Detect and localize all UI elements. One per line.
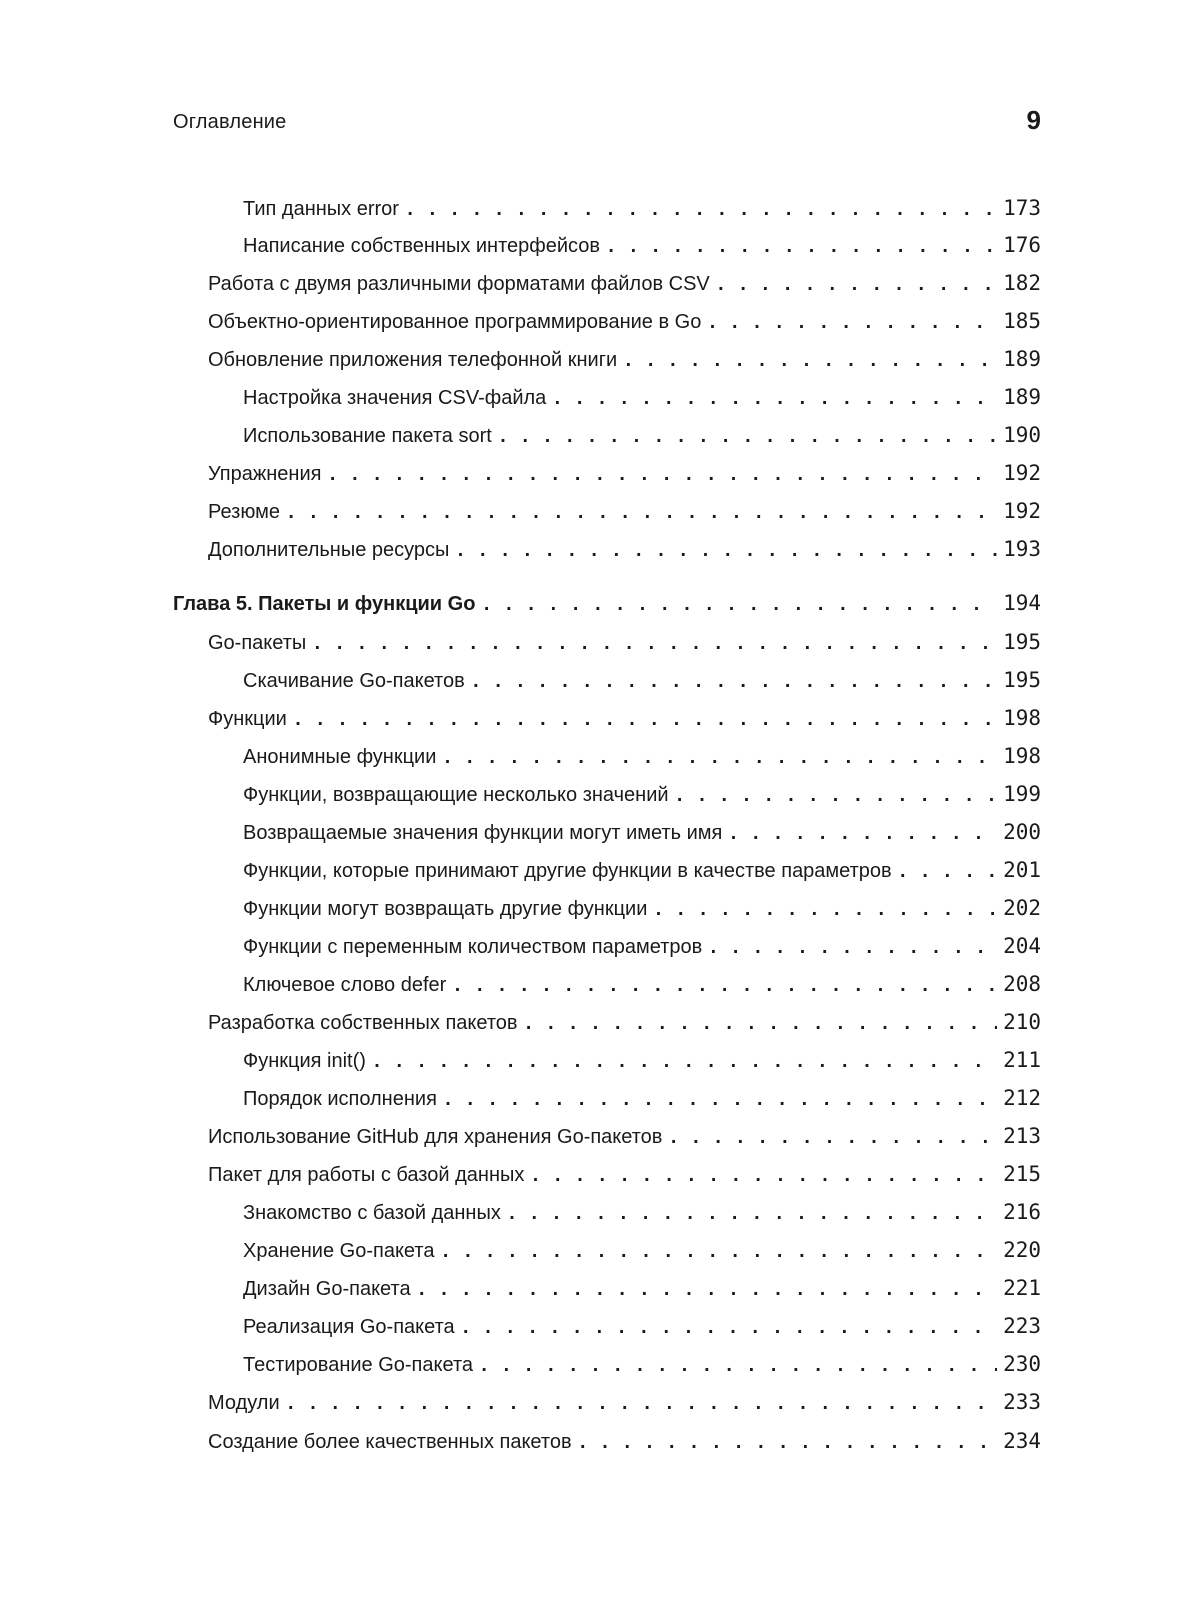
dot-leader — [728, 819, 997, 849]
toc-entry — [243, 1045, 1041, 1075]
toc-entry — [243, 969, 1041, 999]
toc-entry-title: Скачивание Go-пакетов — [243, 670, 465, 692]
toc-entry-page: 215 — [1003, 1162, 1041, 1186]
toc-entry-title: Дополнительные ресурсы — [208, 539, 450, 561]
toc-entry — [243, 1349, 1041, 1379]
toc-entry-title: Порядок исполнения — [243, 1088, 437, 1110]
toc-entry-page: 173 — [1003, 196, 1041, 220]
dot-leader — [552, 384, 997, 414]
toc-entry-page: 233 — [1003, 1390, 1041, 1414]
toc-entry-page: 200 — [1003, 820, 1041, 844]
toc-entry — [208, 1159, 1041, 1189]
toc-entry-title: Функции, которые принимают другие функции в качестве параметров — [243, 860, 892, 882]
toc-entry-title: Настройка значения CSV-файла — [243, 387, 547, 409]
dot-leader — [653, 895, 997, 925]
toc-entry-title: Создание более качественных пакетов — [208, 1431, 572, 1453]
dot-leader — [707, 308, 997, 338]
toc-entry — [243, 817, 1041, 847]
dot-leader — [524, 1009, 998, 1039]
toc-entry-page: 230 — [1003, 1352, 1041, 1376]
toc-entry-page: 221 — [1003, 1276, 1041, 1300]
toc-entry-title: Функции — [208, 708, 287, 730]
toc-entry-title: Упражнения — [208, 463, 322, 485]
toc-entry — [208, 703, 1041, 733]
dot-leader — [471, 667, 997, 697]
toc-entry-page: 213 — [1003, 1124, 1041, 1148]
dot-leader — [668, 1123, 997, 1153]
toc-entry-page: 189 — [1003, 385, 1041, 409]
toc-entry-page: 210 — [1003, 1010, 1041, 1034]
toc-entry-page: 198 — [1003, 744, 1041, 768]
toc-entry-title: Реализация Go-пакета — [243, 1316, 455, 1338]
dot-leader — [327, 460, 997, 490]
dot-leader — [716, 270, 997, 300]
toc-entry-page: 182 — [1003, 271, 1041, 295]
dot-leader — [286, 498, 997, 528]
dot-leader — [498, 422, 997, 452]
toc-entry-title: Анонимные функции — [243, 746, 437, 768]
toc-entry-page: 204 — [1003, 934, 1041, 958]
toc-entry-title: Глава 5. Пакеты и функции Go — [173, 593, 476, 615]
toc-entry — [208, 268, 1041, 298]
toc-entry — [208, 1387, 1041, 1417]
toc-entry — [208, 1121, 1041, 1151]
toc-entry-page: 193 — [1003, 537, 1041, 561]
toc-entry-page: 195 — [1003, 630, 1041, 654]
toc-entry — [208, 344, 1041, 374]
toc-entry-page: 194 — [1003, 591, 1041, 615]
dot-leader — [461, 1313, 997, 1343]
toc-entry-page: 199 — [1003, 782, 1041, 806]
toc-entry-title: Функции, возвращающие несколько значений — [243, 784, 669, 806]
toc-entry-page: 190 — [1003, 423, 1041, 447]
toc-entry-title: Функция init() — [243, 1050, 366, 1072]
toc-entry-title: Объектно-ориентированное программирование в Go — [208, 311, 702, 333]
dot-leader — [675, 781, 998, 811]
dot-leader — [417, 1275, 997, 1305]
dot-leader — [455, 536, 997, 566]
dot-leader — [286, 1389, 997, 1419]
page-number: 9 — [1026, 105, 1041, 135]
toc-chapter-entry — [173, 588, 1041, 618]
toc-entry — [243, 665, 1041, 695]
toc-entry — [208, 1007, 1041, 1037]
dot-leader — [898, 857, 997, 887]
dot-leader — [443, 1085, 997, 1115]
dot-leader — [372, 1047, 997, 1077]
toc-entry-title: Работа с двумя различными форматами файлов CSV — [208, 273, 710, 295]
toc-entry — [208, 1426, 1041, 1456]
toc-entry-title: Разработка собственных пакетов — [208, 1012, 518, 1034]
toc-entry-page: 192 — [1003, 499, 1041, 523]
dot-leader — [452, 971, 997, 1001]
toc-entry-page: 234 — [1003, 1429, 1041, 1453]
dot-leader — [708, 933, 997, 963]
toc-entry-page: 195 — [1003, 668, 1041, 692]
dot-leader — [530, 1161, 997, 1191]
toc-entry-title: Обновление приложения телефонной книги — [208, 349, 618, 371]
dot-leader — [440, 1237, 997, 1267]
toc-entry — [208, 458, 1041, 488]
toc-entry-title: Тестирование Go-пакета — [243, 1354, 473, 1376]
toc-entry — [243, 1083, 1041, 1113]
toc-entry-page: 201 — [1003, 858, 1041, 882]
toc-entry-title: Пакет для работы с базой данных — [208, 1164, 525, 1186]
toc-entry — [243, 1197, 1041, 1227]
dot-leader — [405, 195, 997, 225]
toc-entry-title: Возвращаемые значения функции могут иметь имя — [243, 822, 723, 844]
dot-leader — [481, 590, 997, 620]
header-title: Оглавление — [173, 111, 287, 133]
toc-entry — [243, 1311, 1041, 1341]
dot-leader — [312, 629, 997, 659]
toc-entry-page: 211 — [1003, 1048, 1041, 1072]
toc-entry-title: Функции с переменным количеством параметров — [243, 936, 703, 958]
toc-entry-title: Использование GitHub для хранения Go-пакетов — [208, 1126, 663, 1148]
dot-leader — [606, 232, 997, 262]
toc-entry-title: Знакомство с базой данных — [243, 1202, 501, 1224]
toc-entry-page: 223 — [1003, 1314, 1041, 1338]
toc-entry-title: Резюме — [208, 501, 280, 523]
toc-entry-page: 185 — [1003, 309, 1041, 333]
toc-entry — [243, 420, 1041, 450]
toc-entry — [243, 1235, 1041, 1265]
toc-entry-page: 208 — [1003, 972, 1041, 996]
dot-leader — [442, 743, 997, 773]
toc-entry — [243, 931, 1041, 961]
dot-leader — [507, 1199, 997, 1229]
toc-entry — [208, 627, 1041, 657]
toc-entry-title: Тип данных error — [243, 198, 399, 220]
toc-entry — [243, 230, 1041, 260]
toc-entry — [243, 1273, 1041, 1303]
toc-entry-page: 198 — [1003, 706, 1041, 730]
toc-entry-title: Хранение Go-пакета — [243, 1240, 435, 1262]
toc-entry-title: Дизайн Go-пакета — [243, 1278, 411, 1300]
toc-entry-title: Функции могут возвращать другие функции — [243, 898, 648, 920]
toc-entry-title: Go-пакеты — [208, 632, 307, 654]
toc-entry-title: Модули — [208, 1392, 280, 1414]
toc-entry-page: 212 — [1003, 1086, 1041, 1110]
toc-entry-page: 192 — [1003, 461, 1041, 485]
toc-entry — [243, 779, 1041, 809]
toc-entry — [208, 534, 1041, 564]
toc-entry-title: Использование пакета sort — [243, 425, 492, 447]
toc-entry-page: 220 — [1003, 1238, 1041, 1262]
toc-entry — [208, 306, 1041, 336]
toc-entry-title: Ключевое слово defer — [243, 974, 447, 996]
toc-entry-page: 176 — [1003, 233, 1041, 257]
toc-entry-title: Написание собственных интерфейсов — [243, 235, 600, 257]
toc-entry — [243, 893, 1041, 923]
dot-leader — [293, 705, 997, 735]
dot-leader — [479, 1351, 997, 1381]
toc-entry — [243, 741, 1041, 771]
toc-entry-page: 216 — [1003, 1200, 1041, 1224]
dot-leader — [578, 1428, 997, 1458]
toc-entry — [243, 382, 1041, 412]
toc-entry-page: 202 — [1003, 896, 1041, 920]
dot-leader — [623, 346, 997, 376]
toc-entry — [243, 855, 1041, 885]
toc-entry — [243, 193, 1041, 223]
toc-entry — [208, 496, 1041, 526]
toc-entry-page: 189 — [1003, 347, 1041, 371]
